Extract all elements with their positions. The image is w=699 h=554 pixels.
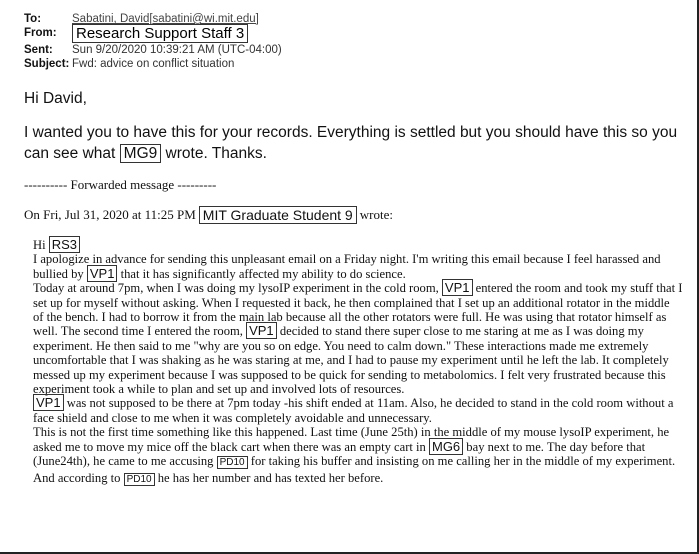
forward-wrote: wrote: [359,207,393,222]
body-p1-text-a: I apologize in advance for sending this unpleasant email on a Friday night. I'm writing this email because I feel harassed and bullied by [33,252,661,281]
redaction-box-mg6: MG6 [429,438,463,455]
intro-text-b: wrote. Thanks. [161,145,267,162]
body-paragraph-3 [33,396,683,425]
email-header [24,12,282,71]
redaction-box-vp1: VP1 [87,265,118,282]
redaction-box-sender: MIT Graduate Student 9 [199,206,357,224]
from-row [24,26,282,43]
body-greeting [33,238,683,252]
redaction-box-pd10: PD10 [124,473,155,486]
body-p4-text-d: he has her number and has texted her before. [154,470,384,485]
to-value[interactable]: Sabatini, David[sabatini@wi.mit.edu] [72,13,259,25]
intro-text-a: I wanted you to have this for your records. Everything is settled but you should have this so you can see what [24,124,678,162]
redaction-box-mg9: MG9 [120,144,162,163]
subject-label: Subject: [24,58,70,70]
from-label: From: [24,27,57,39]
body-hi: Hi [33,238,46,252]
subject-value: Fwd: advice on conflict situation [72,58,235,70]
body-paragraph-4 [33,425,683,487]
body-p3-text: was not supposed to be there at 7pm today -his shift ended at 11am. Also, he decided to stand in the cold room without a face shield and close to me when it was completely avoidable and unnecessary. [33,396,674,425]
greeting: Hi David, [24,90,87,107]
body-paragraph-2 [33,281,683,396]
redaction-box-vp1: VP1 [442,279,473,296]
sent-value: Sun 9/20/2020 10:39:21 AM (UTC-04:00) [72,44,282,56]
subject-row [24,57,282,71]
intro-paragraph [24,122,684,164]
to-label: To: [24,13,42,25]
forward-divider: ---------- Forwarded message --------- [24,177,217,192]
sent-row [24,43,282,57]
from-value-redaction-box: Research Support Staff 3 [72,24,248,43]
body-paragraph-1 [33,252,683,281]
body-p4-text-a: This is not the first time something like this happened. Last time (June 25th) in the middle of my mouse lysoIP experiment, he asked me to move my mice off the black cart when there was an empty cart in [33,425,670,454]
body-p2-text-b: entered the room and took my stuff that I set up for myself without asking. When I requested it back, he then complained that I set up an additional rotator in the middle of the bench. I had to borrow it from the main lab because all the other rotators were full. He was using that rotator himself as well. The second time I entered the room, [33,281,683,339]
body-p4-text-c: for taking his buffer and insisting on me calling her in the middle of my experiment. And according to [33,454,676,485]
body-p2-text-c: decided to stand there super close to me staring at me as I was doing my experiment. He then said to me "why are you so on edge. You need to calm down." These interactions made me extremely uncomfortable that I was shaking as he was staring at me, and I had to pause my experiment until he left the lab. It completely messed up my experiment because I was supposed to be quick for sending to metabolomics. I felt very frustrated because this experiment took a while to plan and set up and involved lots of resources. [33,324,669,397]
sent-label: Sent: [24,44,53,56]
redaction-box-pd10: PD10 [217,456,248,469]
redaction-box-vp1: VP1 [246,322,277,339]
redaction-box-vp1: VP1 [33,394,64,411]
redaction-box-rs3: RS3 [49,236,80,253]
forward-date: On Fri, Jul 31, 2020 at 11:25 PM [24,207,196,222]
body-p1-text-b: that it has significantly affected my ability to do science. [117,266,406,281]
forward-attribution [24,206,393,224]
forwarded-body [33,238,683,487]
body-p4-text-b: bay next to me. The day before that (June24th), he came to me accusing [33,439,646,469]
body-p2-text-a: Today at around 7pm, when I was doing my lysoIP experiment in the cold room, [33,281,442,296]
